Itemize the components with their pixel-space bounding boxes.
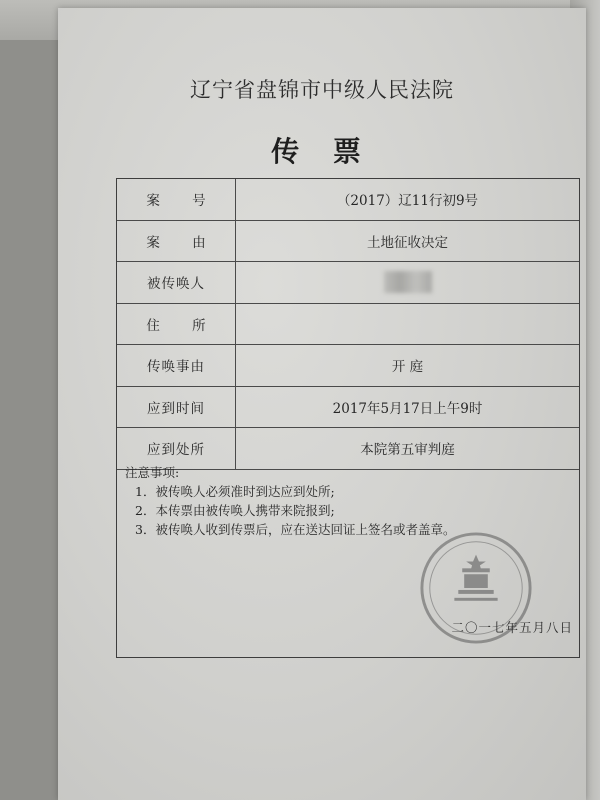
field-value-summoned-person	[236, 262, 580, 304]
table-row	[117, 262, 579, 304]
note-item: 1．被传唤人必须准时到达应到处所;	[135, 484, 335, 499]
redacted-name	[384, 271, 432, 293]
field-value-appear-place: 本院第五审判庭	[236, 428, 580, 470]
summons-table	[117, 179, 579, 470]
table-row	[117, 386, 579, 428]
court-name: 辽宁省盘锦市中级人民法院	[190, 78, 454, 102]
field-value-appear-time: 2017年5月17日上午9时	[236, 386, 580, 428]
notes-heading: 注意事项:	[125, 465, 180, 480]
table-row	[117, 179, 579, 220]
field-label-summons-reason: 传唤事由	[117, 345, 236, 387]
field-label-address: 住 所	[117, 303, 236, 345]
field-label-case-number: 案 号	[117, 179, 236, 220]
document-title: 传 票	[271, 135, 373, 168]
table-row	[117, 345, 579, 387]
field-value-address	[236, 303, 580, 345]
table-row	[117, 303, 579, 345]
table-row	[117, 220, 579, 262]
field-label-appear-place: 应到处所	[117, 428, 236, 470]
field-value-case-cause: 土地征收决定	[236, 220, 580, 262]
note-item: 3．被传唤人收到传票后，应在送达回证上签名或者盖章。	[135, 522, 456, 537]
field-label-summoned-person: 被传唤人	[117, 262, 236, 304]
summons-form	[116, 178, 580, 658]
field-value-summons-reason: 开 庭	[236, 345, 580, 387]
field-label-case-cause: 案 由	[117, 220, 236, 262]
field-value-case-number: （2017）辽11行初9号	[236, 179, 580, 220]
field-label-appear-time: 应到时间	[117, 386, 236, 428]
note-item: 2．本传票由被传唤人携带来院报到;	[135, 503, 335, 518]
summons-document	[58, 8, 586, 800]
issue-date: 二〇一七年五月八日	[451, 620, 573, 635]
notes-section	[117, 463, 579, 539]
